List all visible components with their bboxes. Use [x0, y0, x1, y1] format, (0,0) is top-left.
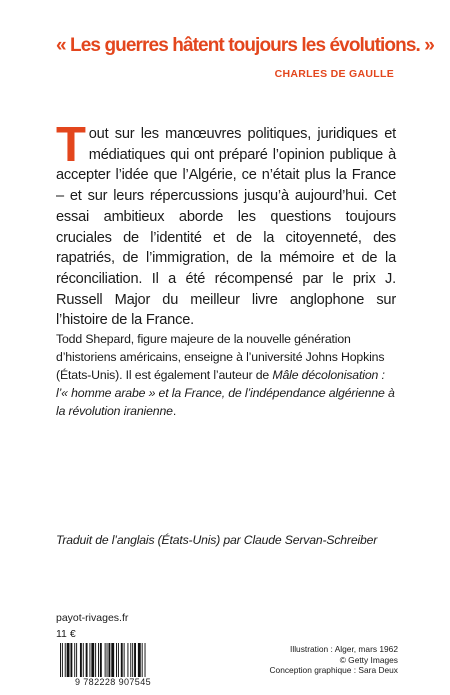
barcode-bar: [142, 643, 143, 677]
epigraph-quote: « Les guerres hâtent toujours les évolutions. »: [56, 35, 434, 56]
barcode-bar: [65, 643, 66, 677]
barcode-bar: [127, 643, 128, 677]
barcode-digits: 9 782228 907545: [54, 677, 172, 687]
credit-photo: © Getty Images: [339, 654, 398, 665]
drop-cap: T: [56, 118, 86, 172]
barcode-bar: [124, 643, 125, 677]
author-bio-paragraph: [56, 330, 398, 420]
barcode-bar: [132, 643, 133, 677]
isbn-barcode: [54, 643, 172, 687]
price: 11 €: [56, 628, 76, 640]
barcode-bar: [80, 643, 82, 677]
publisher-website: payot-rivages.fr: [56, 612, 129, 624]
bio-book-title: Mâle décolonisation : l’« homme arabe » et la France, de l’indépendance algérienne à la révolution iranienne: [56, 368, 395, 419]
barcode-bar: [76, 643, 77, 677]
credit-illustration: Illustration : Alger, mars 1962: [290, 644, 398, 654]
translation-credit: Traduit de l’anglais (États-Unis) par Claude Servan-Schreiber: [56, 533, 378, 547]
barcode-bar: [95, 643, 96, 677]
barcode-bar: [111, 643, 114, 677]
barcode-bar: [74, 643, 75, 677]
barcode-bar: [83, 643, 84, 677]
barcode-bar: [98, 643, 99, 677]
cover-credits: [228, 644, 398, 676]
barcode-bar: [134, 643, 136, 677]
summary-text: out sur les manœuvres politiques, juridiques et médiatiques qui ont préparé l’opinion publique à accepter l’idée que l’Algérie, ce n’était plus la France – et sur leurs répercussions jusqu’à aujourd’hui. Cet essai ambitieux aborde les questions toujours cruciales de l’identité et de la citoyenneté, des rapatriés, de l’immigration, de la mémoire et de la réconciliation. Il a été récompensé par le prix J. Russell Major du meilleur livre anglophone sur l’histoire de la France.: [56, 126, 396, 329]
barcode-bar: [138, 643, 141, 677]
bio-end: .: [172, 404, 177, 419]
barcode-bar: [70, 643, 72, 677]
barcode-bar: [86, 643, 88, 677]
barcode-bar: [116, 643, 117, 677]
credit-design: Conception graphique : Sara Deux: [269, 665, 398, 675]
barcode-bar: [108, 643, 110, 677]
barcode-bar: [67, 643, 70, 677]
bio-text: Todd Shepard, figure majeure de la nouvelle génération d’historiens américains, enseigne à l’université Johns Hopkins (États-Unis). Il est également l’auteur de: [56, 332, 385, 383]
barcode-bar: [130, 643, 131, 677]
barcode-bar: [107, 643, 108, 677]
barcode-bar: [118, 643, 119, 677]
summary-paragraph: [56, 118, 396, 331]
barcode-bar: [91, 643, 94, 677]
epigraph-author: CHARLES DE GAULLE: [274, 68, 394, 80]
barcode-bar: [100, 643, 102, 677]
barcode-bar: [121, 643, 123, 677]
barcode-bar: [89, 643, 90, 677]
